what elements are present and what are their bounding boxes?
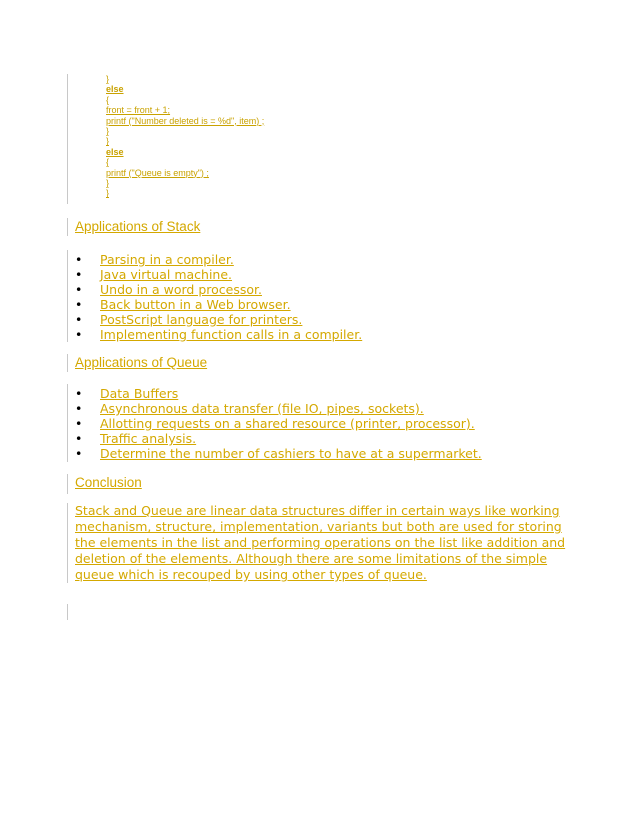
queue-heading[interactable]: Applications of Queue [75, 355, 208, 370]
list-item[interactable]: • Parsing in a compiler. [75, 252, 234, 267]
list-item[interactable]: • Undo in a word processor. [75, 282, 262, 297]
code-line[interactable]: else [106, 146, 124, 157]
code-snippet [106, 74, 264, 199]
list-item[interactable]: • Allotting requests on a shared resource (printer, processor). [75, 416, 475, 431]
code-line[interactable]: else [106, 84, 124, 95]
code-line[interactable]: printf ("Number deleted is = %d", item) ; [106, 115, 265, 126]
bullet-icon: • [75, 312, 83, 327]
list-item[interactable]: • PostScript language for printers. [75, 312, 303, 327]
margin-bar-stack [67, 218, 68, 236]
conclusion-paragraph[interactable]: Stack and Queue are linear data structures differ in certain ways like working mechanism, structure, implementation, variants but both are used for storing the elements in the list and performing operations on the list like addition and deletion of the elements. Although there are some limitations of the simple queue which is recouped by using other types of queue. [75, 503, 566, 582]
margin-bar-paragraph [67, 503, 68, 583]
bullet-icon: • [75, 416, 83, 431]
queue-applications-list [75, 386, 482, 461]
margin-bar-conclusion [67, 474, 68, 494]
code-line[interactable]: { [106, 94, 110, 105]
list-item[interactable]: • Traffic analysis. [75, 431, 197, 446]
bullet-icon: • [75, 431, 83, 446]
bullet-icon: • [75, 386, 83, 401]
code-line[interactable]: } [106, 188, 110, 199]
margin-bar-queue [67, 354, 68, 372]
list-item[interactable]: • Determine the number of cashiers to have at a supermarket. [75, 446, 482, 461]
code-line[interactable]: } [106, 178, 110, 189]
code-line[interactable]: } [106, 136, 110, 147]
margin-bar-queue-list [67, 384, 68, 462]
bullet-icon: • [75, 282, 83, 297]
code-line[interactable]: { [106, 157, 110, 168]
margin-bar-bottom [67, 604, 68, 620]
bullet-icon: • [75, 267, 83, 282]
bullet-icon: • [75, 401, 83, 416]
bullet-icon: • [75, 327, 83, 342]
bullet-icon: • [75, 252, 83, 267]
code-line[interactable]: } [106, 74, 110, 84]
margin-bar-code [67, 74, 68, 204]
list-item[interactable]: • Data Buffers [75, 386, 179, 401]
stack-applications-list [75, 252, 362, 342]
list-item[interactable]: • Implementing function calls in a compiler. [75, 327, 363, 342]
list-item[interactable]: • Java virtual machine. [75, 267, 233, 282]
list-item[interactable]: • Asynchronous data transfer (file IO, pipes, sockets). [75, 401, 424, 416]
bullet-icon: • [75, 446, 83, 461]
margin-bar-stack-list [67, 250, 68, 342]
stack-heading[interactable]: Applications of Stack [75, 219, 201, 234]
code-line[interactable]: } [106, 126, 110, 137]
conclusion-heading[interactable]: Conclusion [75, 475, 142, 490]
list-item[interactable]: • Back button in a Web browser. [75, 297, 291, 312]
code-line[interactable]: front = front + 1; [106, 105, 171, 116]
code-line[interactable]: printf ("Queue is empty") ; [106, 167, 209, 178]
bullet-icon: • [75, 297, 83, 312]
